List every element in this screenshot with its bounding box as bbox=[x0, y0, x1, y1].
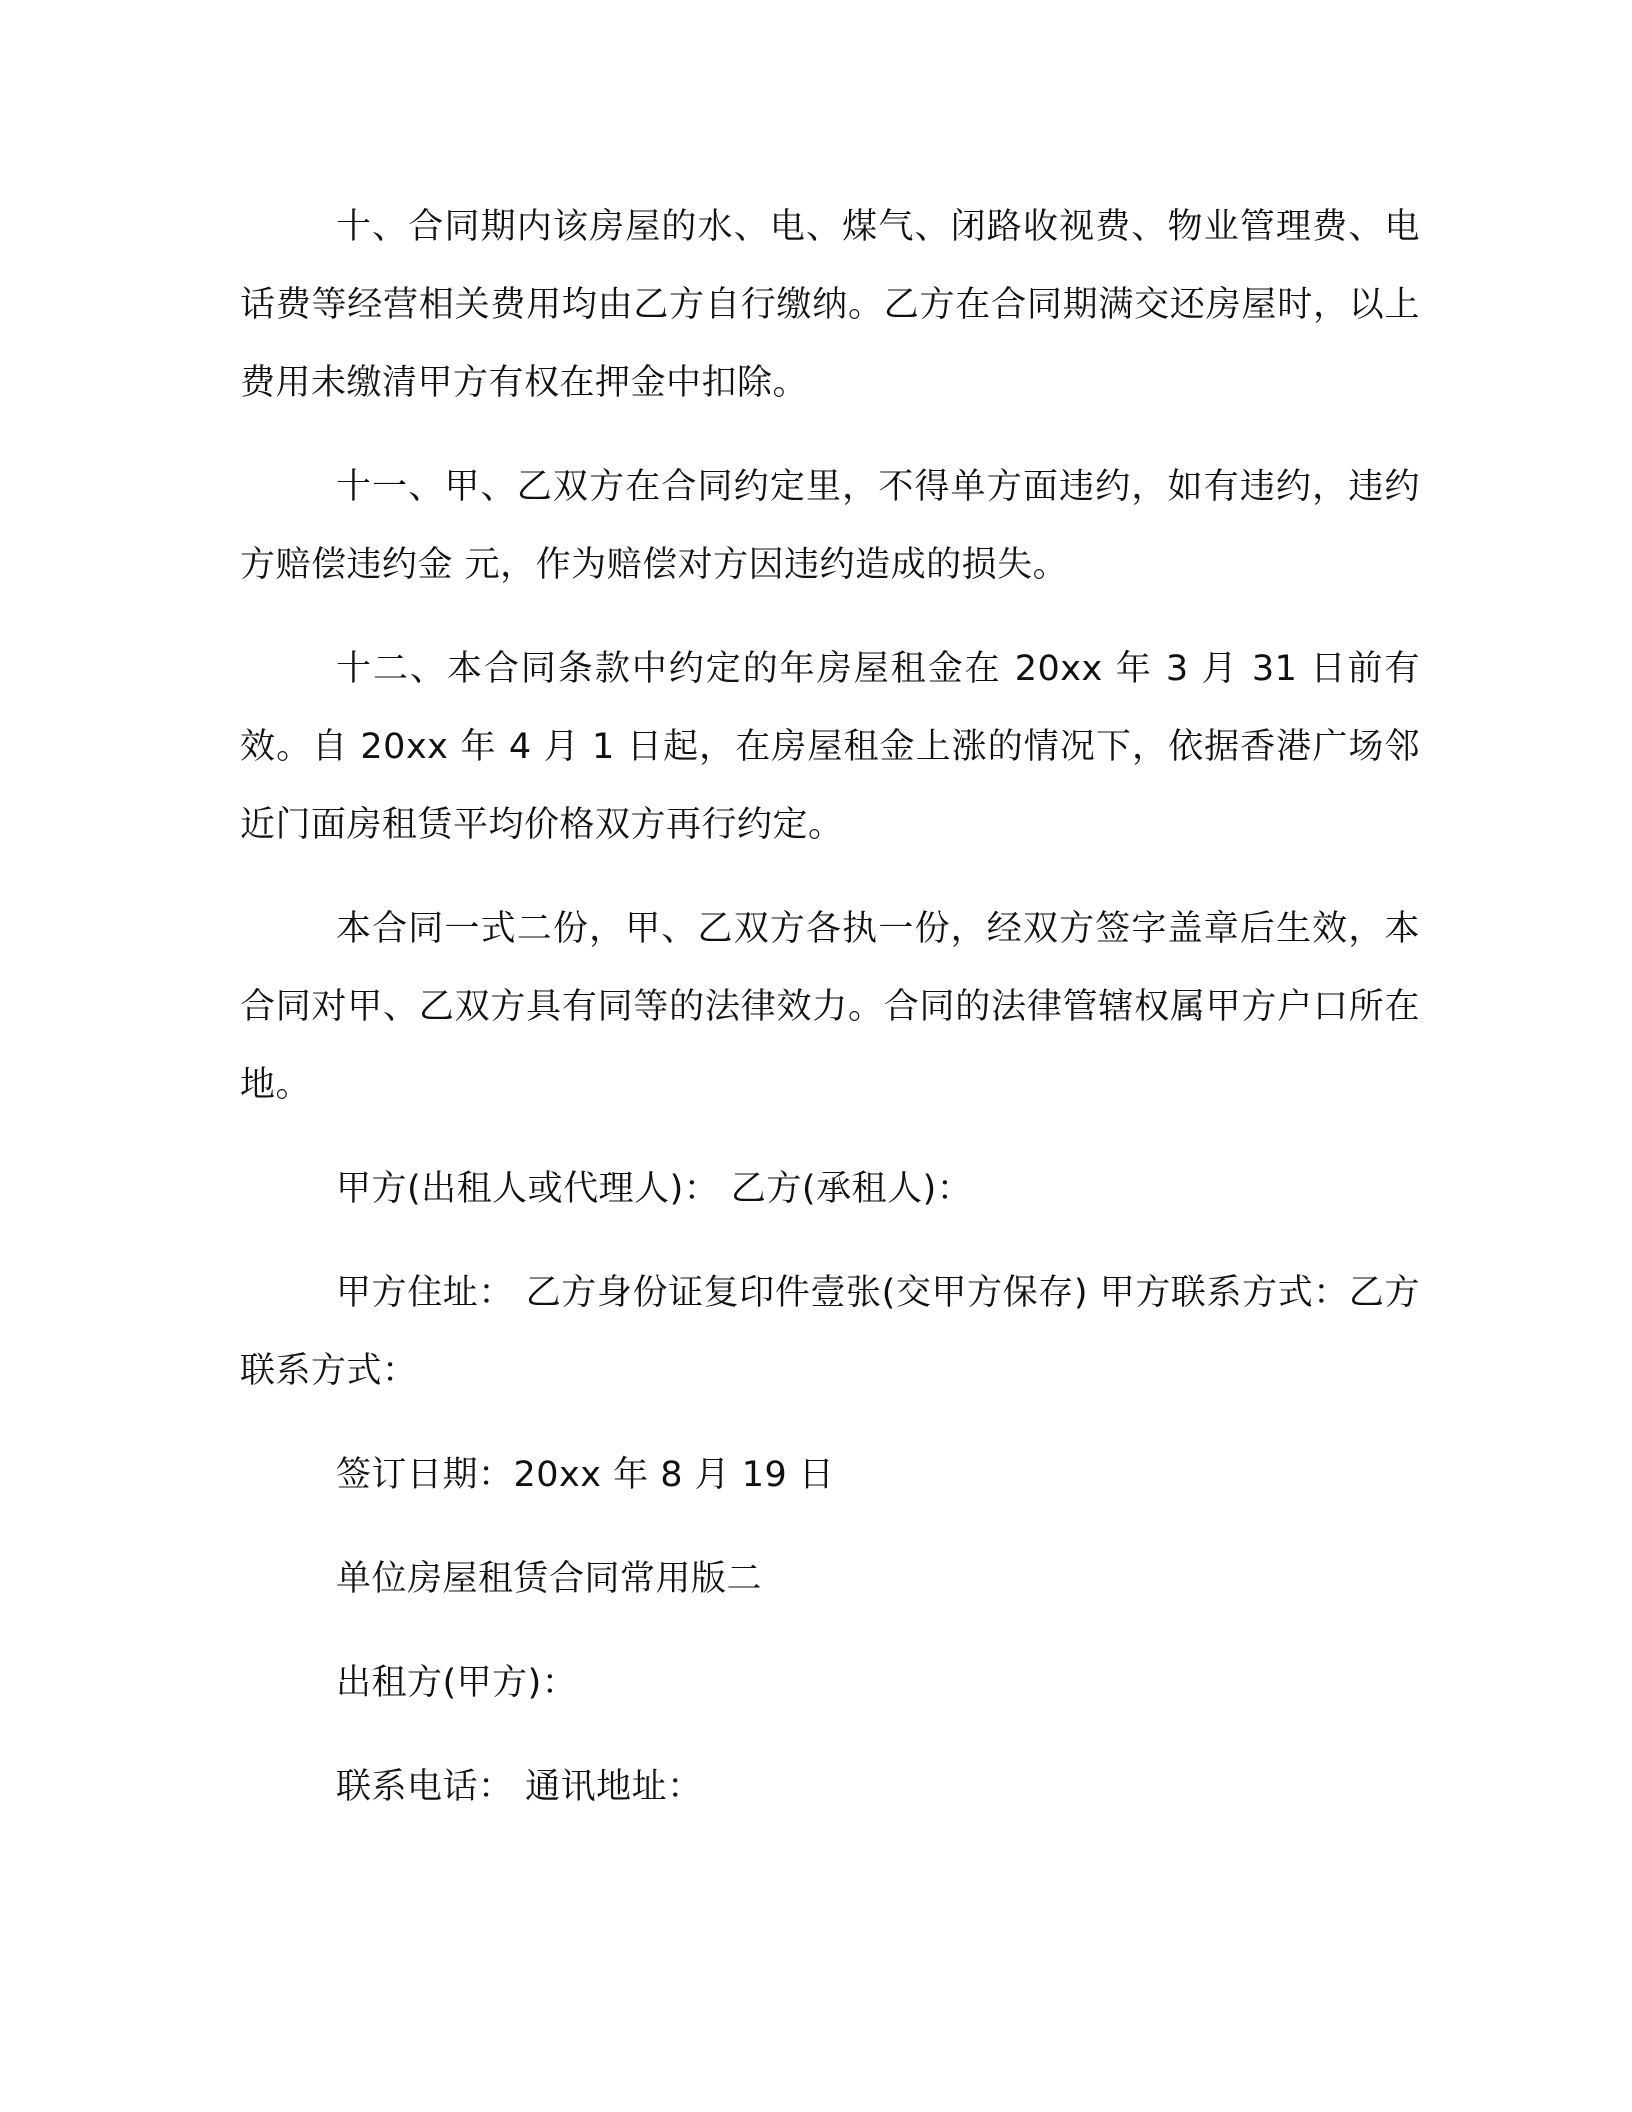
clause-10-paragraph: 十、合同期内该房屋的水、电、煤气、闭路收视费、物业管理费、电话费等经营相关费用均由乙方自行缴纳。乙方在合同期满交还房屋时，以上费用未缴清甲方有权在押金中扣除。 bbox=[240, 207, 1420, 403]
clause-11-paragraph: 十一、甲、乙双方在合同约定里，不得单方面违约，如有违约，违约方赔偿违约金 元，作为赔偿对方因违约造成的损失。 bbox=[240, 467, 1420, 585]
phone-address-line: 联系电话： 通讯地址： bbox=[336, 1767, 703, 1807]
document-body bbox=[240, 188, 1420, 1852]
copies-validity-paragraph: 本合同一式二份，甲、乙双方各执一份，经双方签字盖章后生效，本合同对甲、乙双方具有同等的法律效力。合同的法律管辖权属甲方户口所在地。 bbox=[240, 909, 1420, 1105]
clause-12-paragraph: 十二、本合同条款中约定的年房屋租金在 20xx 年 3 月 31 日前有效。自 20xx 年 4 月 1 日起，在房屋租金上涨的情况下，依据香港广场邻近门面房租赁平均价格双方再行约定。 bbox=[240, 649, 1420, 845]
signing-date-line: 签订日期：20xx 年 8 月 19 日 bbox=[336, 1455, 835, 1495]
address-contact-paragraph: 甲方住址： 乙方身份证复印件壹张(交甲方保存) 甲方联系方式：乙方联系方式： bbox=[240, 1273, 1420, 1391]
second-contract-title: 单位房屋租赁合同常用版二 bbox=[336, 1559, 763, 1599]
signature-parties-line: 甲方(出租人或代理人)： 乙方(承租人)： bbox=[336, 1169, 973, 1209]
lessor-line: 出租方(甲方)： bbox=[336, 1663, 578, 1703]
